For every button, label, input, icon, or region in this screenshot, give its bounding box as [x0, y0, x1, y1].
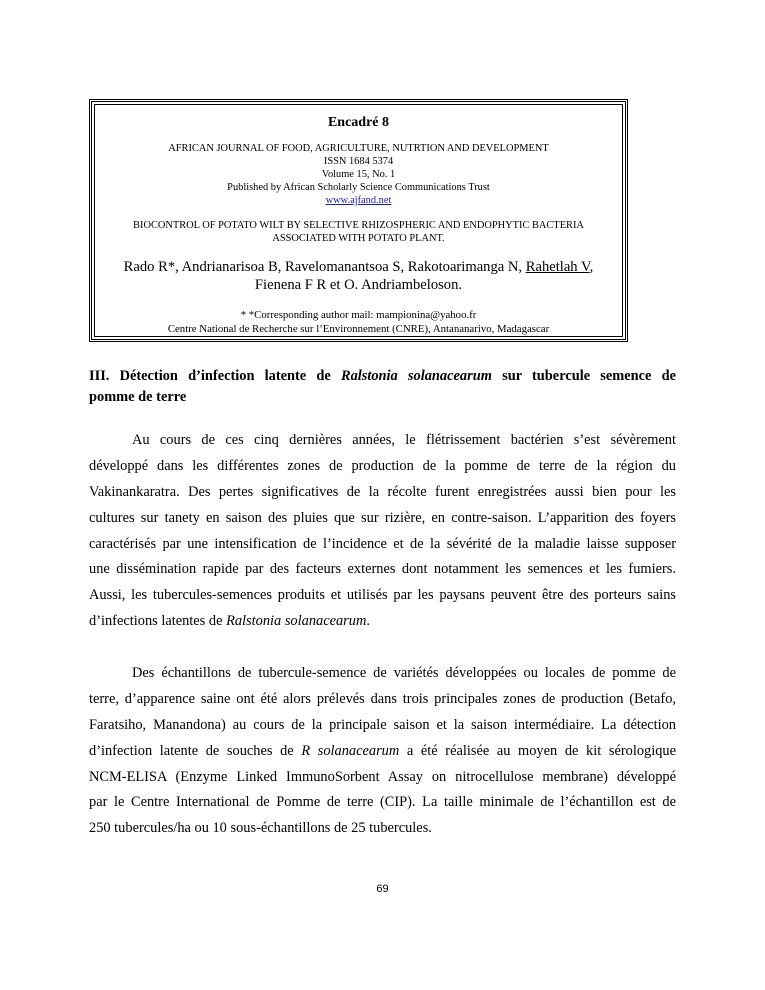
author-underlined: Rahetlah V [525, 259, 590, 275]
text-span: a été réalisée au moyen de kit sérologique [399, 742, 676, 759]
paragraph-line: Vakinankaratra. Des pertes significatives de la récolte furent enregistrées aussi bien pour les [89, 483, 676, 500]
article-title-line-1: BIOCONTROL OF POTATO WILT BY SELECTIVE RHIZOSPHERIC AND ENDOPHYTIC BACTERIA [133, 220, 584, 231]
paragraph-line: terre, d’apparence saine ont été alors prélevés dans trois principales zones de production (Betafo, [89, 690, 676, 707]
paragraph-line: NCM-ELISA (Enzyme Linked ImmunoSorbent Assay on nitrocellulose membrane) développé [89, 768, 676, 785]
text-span: d’infection latente de souches de [89, 742, 302, 759]
paragraph-line: Au cours de ces cinq dernières années, le flétrissement bactérien s’est sévèrement [132, 432, 676, 448]
box-title: Encadré 8 [327, 115, 390, 130]
heading-text-end: sur tubercule semence de [491, 368, 676, 384]
paragraph-line: Des échantillons de tubercule-semence de variétés développées ou locales de pomme de [132, 665, 676, 681]
paragraph-line [89, 609, 676, 635]
journal-name: AFRICAN JOURNAL OF FOOD, AGRICULTURE, NUTRTION AND DEVELOPMENT [168, 143, 549, 154]
corresponding-mail: * *Corresponding author mail: mampionina@yahoo.fr [240, 309, 477, 321]
paragraph-1 [89, 428, 676, 635]
paragraph-line: une dissémination rapide par des facteurs externes dont notamment les semences et les fumiers. [89, 561, 676, 578]
section-heading-line-1 [89, 366, 676, 387]
paragraph-line: Faratsiho, Manandona) au cours de la principale saison et la saison intermédiaire. La détection [89, 716, 676, 733]
paragraph-line: Aussi, les tubercules-semences produits et utilisés par les paysans peuvent être des porteurs sains [89, 587, 676, 604]
authors-comma: , [589, 259, 594, 275]
heading-species: Ralstonia solanacearum [340, 368, 492, 384]
authors-line-2: Fienena F R et O. Andriambeloson. [254, 277, 463, 293]
journal-issn: ISSN 1684 5374 [323, 156, 394, 167]
species-name: Ralstonia solanacearum [226, 613, 367, 630]
authors-text: Rado R*, Andrianarisoa B, Ravelomanantsoa S, Rakotoarimanga N, [123, 259, 526, 275]
paragraph-line: cultures sur tanety en saison des pluies que sur rizière, en contre-saison. L’apparition des foyers [89, 509, 676, 526]
section-heading-line-2: pomme de terre [89, 389, 187, 405]
species-name: R solanacearum [301, 742, 400, 759]
authors-line-1 [95, 259, 622, 276]
journal-volume: Volume 15, No. 1 [321, 169, 396, 180]
paragraph-2 [89, 661, 676, 842]
paragraph-line: développé dans les différentes zones de production de la pomme de terre de la région du [89, 457, 676, 474]
text-span: d’infections latentes de [89, 613, 227, 630]
page-number: 69 [376, 883, 389, 895]
paragraph-line: par le Centre International de Pomme de terre (CIP). La taille minimale de l’échantillon est de [89, 794, 676, 811]
journal-publisher: Published by African Scholarly Science Communications Trust [227, 182, 490, 193]
paragraph-line: caractérisés par une intensification de l’incidence et de la sévérité de la maladie laisse supposer [89, 535, 676, 552]
heading-text: III. Détection d’infection latente de [89, 368, 341, 384]
text-span: . [366, 613, 370, 630]
encadre-box [89, 99, 628, 342]
institution: Centre National de Recherche sur l’Environnement (CNRE), Antananarivo, Madagascar [167, 323, 550, 335]
journal-url-link[interactable]: www.ajfand.net [325, 195, 392, 206]
paragraph-line: 250 tubercules/ha ou 10 sous-échantillons de 25 tubercules. [89, 820, 432, 837]
article-title-line-2: ASSOCIATED WITH POTATO PLANT. [272, 233, 445, 244]
encadre-inner-border [94, 104, 623, 337]
paragraph-line [89, 739, 676, 765]
